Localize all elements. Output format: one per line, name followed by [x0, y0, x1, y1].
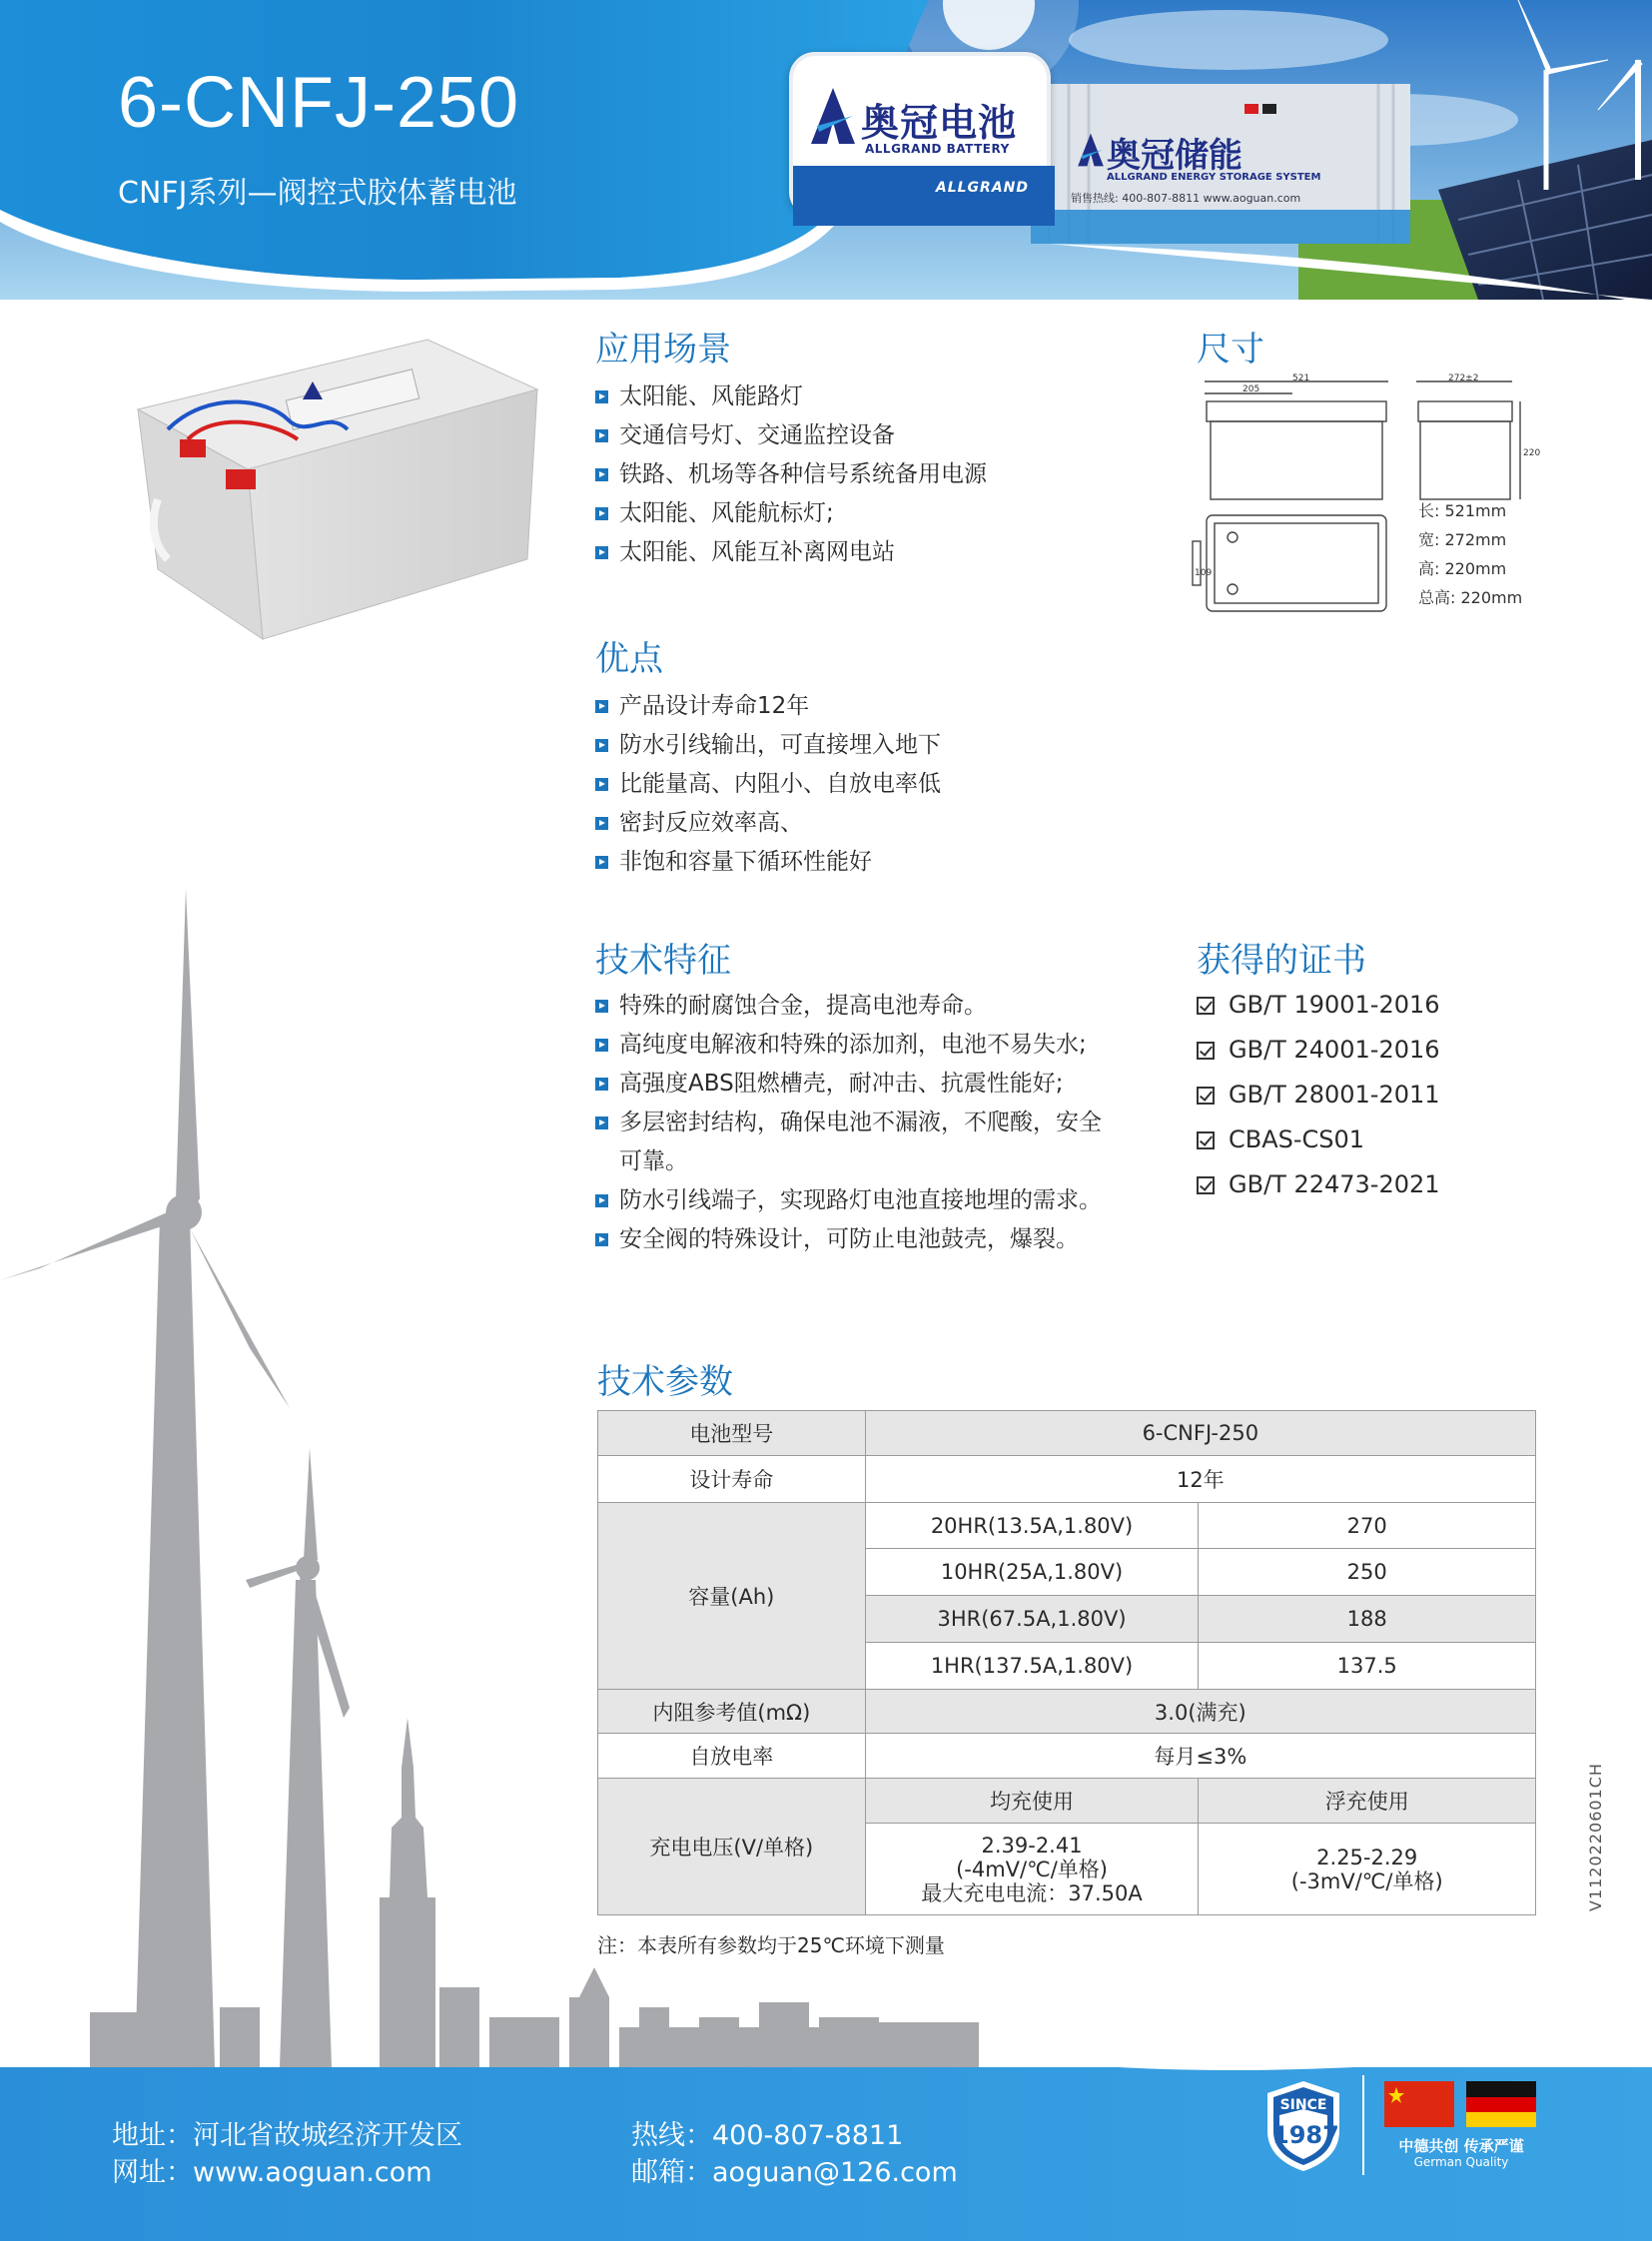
table-cell: 188 [1199, 1596, 1536, 1643]
product-title: 6-CNFJ-250 [118, 63, 520, 143]
table-row [598, 1690, 1536, 1734]
footer-website[interactable]: 网址：www.aoguan.com [112, 2157, 432, 2188]
list-item: 铁路、机场等各种信号系统备用电源 [595, 455, 987, 494]
footer-email[interactable]: 邮箱：aoguan@126.com [631, 2157, 958, 2188]
spec-table [597, 1410, 1536, 1915]
table-cell: 电池型号 [598, 1411, 866, 1456]
advantages-list [595, 687, 941, 882]
list-item-continuation: 可靠。 [619, 1148, 688, 1174]
list-item: 安全阀的特殊设计，可防止电池鼓壳，爆裂。 [595, 1220, 1102, 1259]
table-row [598, 1503, 1536, 1549]
application-title: 应用场景 [595, 330, 731, 370]
dimension-list [1418, 496, 1522, 612]
table-cell: 设计寿命 [598, 1456, 866, 1503]
bullet-icon [595, 390, 608, 403]
list-item: 特殊的耐腐蚀合金，提高电池寿命。 [595, 987, 1102, 1026]
table-row [598, 1734, 1536, 1779]
bullet-icon [595, 856, 608, 869]
bullet-icon [595, 507, 608, 520]
table-cell: 充电电压(V/单格) [598, 1779, 866, 1915]
germany-flag-icon [1466, 2081, 1536, 2127]
container-brand: 奥冠储能 [1107, 136, 1242, 176]
product-subtitle: CNFJ系列—阀控式胶体蓄电池 [118, 176, 517, 211]
list-item: GB/T 19001-2016 [1197, 983, 1440, 1028]
table-cell: 6-CNFJ-250 [865, 1411, 1535, 1456]
dim-label-width: 272±2 [1448, 374, 1479, 383]
since-label: SINCE [1279, 2097, 1327, 2113]
container-logo-icon [1077, 132, 1105, 168]
bullet-icon [595, 778, 608, 791]
table-cell: 10HR(25A,1.80V) [865, 1549, 1199, 1596]
table-row [598, 1411, 1536, 1456]
list-item: 高强度ABS阻燃槽壳，耐冲击、抗震性能好; [595, 1065, 1102, 1104]
table-cell: 2.25-2.29 (-3mV/℃/单格) [1199, 1824, 1536, 1915]
battery-photo [128, 330, 547, 649]
list-item: 太阳能、风能路灯 [595, 377, 987, 416]
list-item: CBAS-CS01 [1197, 1118, 1440, 1162]
list-item: GB/T 28001-2011 [1197, 1073, 1440, 1118]
list-item: 非饱和容量下循环性能好 [595, 843, 941, 882]
dim-label-plan: 109 [1195, 568, 1213, 578]
bullet-icon [595, 817, 608, 830]
table-cell: 250 [1199, 1549, 1536, 1596]
dimensions-title: 尺寸 [1197, 330, 1264, 370]
list-item: 密封反应效率高、 [595, 804, 941, 843]
specs-title: 技术参数 [597, 1362, 733, 1402]
brand-name-cn: 奥冠电池 [861, 101, 1018, 145]
footer-divider [1362, 2075, 1364, 2175]
table-row [598, 1779, 1536, 1824]
list-item: 产品设计寿命12年 [595, 687, 941, 726]
dim-label-inner: 205 [1242, 384, 1260, 394]
document-code: V1120220601CH [1586, 1763, 1605, 1911]
dim-label-height: 220 [1523, 448, 1541, 458]
table-cell: 自放电率 [598, 1734, 866, 1779]
china-flag-icon [1384, 2081, 1454, 2127]
brand-logo-card [789, 52, 1051, 218]
footer-hotline: 热线：400-807-8811 [631, 2120, 904, 2151]
container-contact: 销售热线: 400-807-8811 www.aoguan.com [1071, 192, 1301, 205]
brand-name-en: ALLGRAND BATTERY [865, 142, 1010, 156]
bullet-icon [595, 739, 608, 752]
list-item: 防水引线端子，实现路灯电池直接地埋的需求。 [595, 1181, 1102, 1220]
table-cell: 容量(Ah) [598, 1503, 866, 1690]
bullet-icon [595, 700, 608, 713]
features-title: 技术特征 [595, 941, 731, 981]
table-cell: 3HR(67.5A,1.80V) [865, 1596, 1199, 1643]
table-note: 注：本表所有参数均于25℃环境下测量 [597, 1933, 945, 1957]
table-cell: 内阻参考值(mΩ) [598, 1690, 866, 1734]
list-item: 交通信号灯、交通监控设备 [595, 416, 987, 455]
list-item: 高: 220mm [1418, 559, 1507, 578]
table-cell: 270 [1199, 1503, 1536, 1549]
dim-label-length: 521 [1292, 374, 1310, 383]
table-cell: 20HR(13.5A,1.80V) [865, 1503, 1199, 1549]
since-year: 1987 [1272, 2121, 1339, 2149]
list-item: 太阳能、风能互补离网电站 [595, 533, 987, 572]
bullet-icon [595, 546, 608, 559]
list-item: GB/T 22473-2021 [1197, 1162, 1440, 1207]
list-item: 比能量高、内阻小、自放电率低 [595, 765, 941, 804]
table-cell: 12年 [865, 1456, 1535, 1503]
bullet-icon [595, 429, 608, 442]
certificates-title: 获得的证书 [1197, 941, 1366, 981]
footer-address: 地址：河北省故城经济开发区 [112, 2120, 462, 2151]
brand-mark-icon [809, 86, 857, 146]
quality-slogan-en: German Quality [1413, 2155, 1509, 2169]
brand-band-text: ALLGRAND [935, 180, 1029, 196]
list-item: GB/T 24001-2016 [1197, 1028, 1440, 1073]
list-item: 高纯度电解液和特殊的添加剂，电池不易失水; [595, 1026, 1102, 1065]
table-cell: 137.5 [1199, 1643, 1536, 1690]
quality-slogan: 中德共创 传承严谨 [1398, 2137, 1524, 2155]
list-item: 防水引线输出，可直接埋入地下 [595, 726, 941, 765]
table-cell: 每月≤3% [865, 1734, 1535, 1779]
list-item: 总高: 220mm [1418, 588, 1523, 607]
brand-band [793, 166, 1055, 226]
application-list [595, 377, 987, 572]
table-cell: 均充使用 [865, 1779, 1199, 1824]
table-cell: 1HR(137.5A,1.80V) [865, 1643, 1199, 1690]
table-cell: 2.39-2.41 (-4mV/℃/单格) 最大充电电流：37.50A [865, 1824, 1199, 1915]
list-item: 长: 521mm [1418, 501, 1507, 520]
table-cell: 3.0(满充) [865, 1690, 1535, 1734]
table-row [598, 1456, 1536, 1503]
table-cell: 浮充使用 [1199, 1779, 1536, 1824]
list-item: 宽: 272mm [1418, 530, 1507, 549]
list-item: 太阳能、风能航标灯; [595, 494, 987, 533]
advantages-title: 优点 [595, 639, 663, 679]
bullet-icon [595, 468, 608, 481]
list-item: 多层密封结构，确保电池不漏液，不爬酸，安全 [595, 1104, 1102, 1142]
container-brand-en: ALLGRAND ENERGY STORAGE SYSTEM [1107, 172, 1321, 183]
